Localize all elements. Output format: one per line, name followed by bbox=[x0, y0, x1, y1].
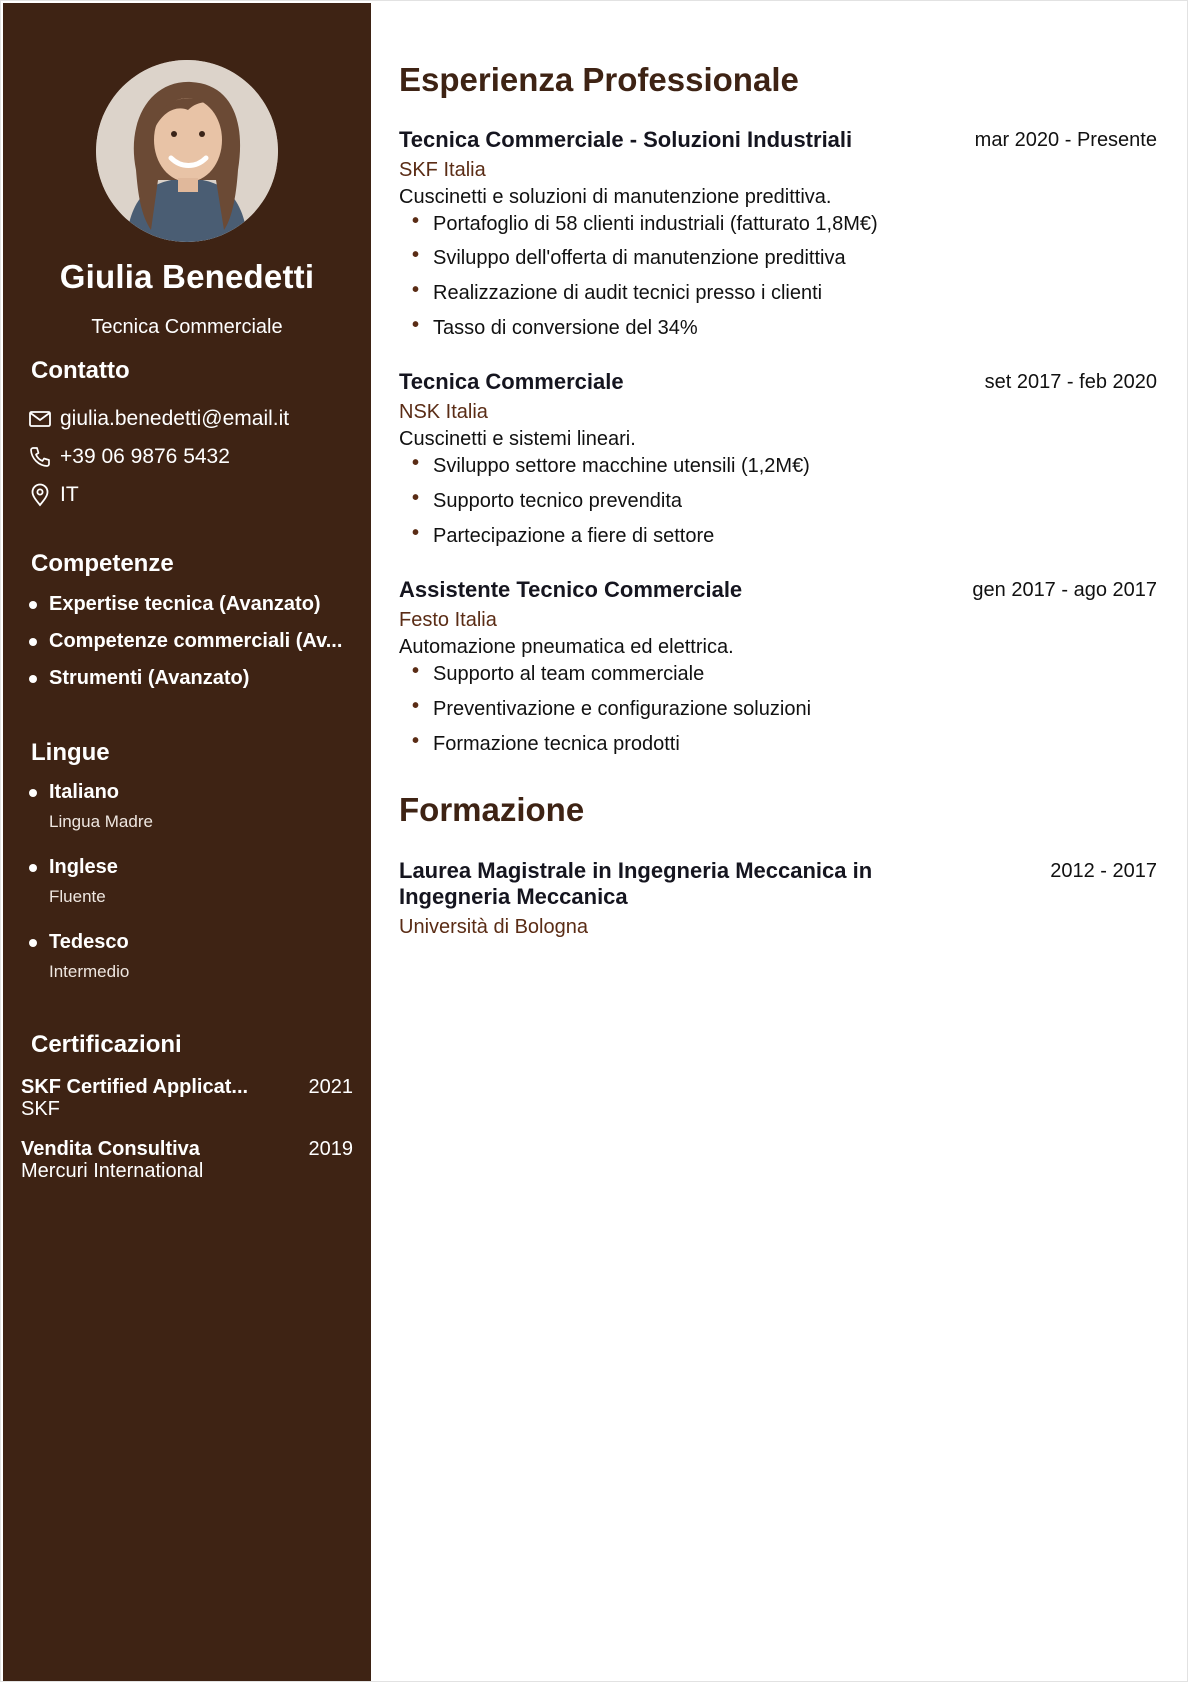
job-bullet: • Sviluppo dell'offerta di manutenzione predittiva bbox=[412, 244, 846, 269]
job-bullet-text: Supporto al team commerciale bbox=[433, 663, 705, 685]
contact-phone[interactable] bbox=[28, 444, 230, 470]
language-name: Inglese bbox=[49, 856, 118, 878]
education-degree: Laurea Magistrale in Ingegneria Meccanica in Ingegneria Meccanica bbox=[399, 858, 873, 909]
bullet-dot bbox=[29, 939, 37, 947]
envelope-icon bbox=[28, 407, 52, 431]
job-title: Assistente Tecnico Commerciale bbox=[399, 577, 743, 602]
language-name: Italiano bbox=[49, 781, 120, 803]
avatar bbox=[96, 60, 278, 242]
job-company: Festo Italia bbox=[399, 609, 497, 631]
certifications-heading: Certificazioni bbox=[31, 1031, 182, 1058]
contact-location bbox=[28, 482, 79, 508]
skill-label: Competenze commerciali (Av... bbox=[49, 630, 343, 652]
sidebar bbox=[3, 3, 371, 1681]
job-bullet-text: Sviluppo settore macchine utensili (1,2M€) bbox=[433, 455, 810, 477]
bullet-dot bbox=[29, 601, 37, 609]
language-level: Intermedio bbox=[49, 962, 130, 981]
contact-email[interactable] bbox=[28, 406, 289, 432]
job-date: mar 2020 - Presente bbox=[974, 129, 1157, 151]
job-bullet-text: Partecipazione a fiere di settore bbox=[433, 525, 715, 547]
job-bullet: • Portafoglio di 58 clienti industriali (fatturato 1,8M€) bbox=[412, 210, 878, 235]
job-company: NSK Italia bbox=[399, 401, 488, 423]
cert-name: Vendita Consultiva bbox=[21, 1138, 200, 1160]
job-bullet-text: Supporto tecnico prevendita bbox=[433, 490, 683, 512]
education-school: Università di Bologna bbox=[399, 916, 588, 938]
cert-org: SKF bbox=[21, 1098, 60, 1120]
job-bullet-text: Formazione tecnica prodotti bbox=[433, 733, 680, 755]
job-date: set 2017 - feb 2020 bbox=[984, 371, 1157, 393]
job-date: gen 2017 - ago 2017 bbox=[972, 579, 1157, 601]
bullet-dot bbox=[29, 675, 37, 683]
email-text: giulia.benedetti@email.it bbox=[60, 407, 290, 430]
job-bullet: • Partecipazione a fiere di settore bbox=[412, 522, 715, 547]
phone-icon bbox=[28, 445, 52, 469]
language-item bbox=[29, 931, 129, 954]
cert-year: 2021 bbox=[308, 1076, 353, 1098]
job-bullet: • Realizzazione di audit tecnici presso i clienti bbox=[412, 279, 823, 304]
job-bullet-text: Realizzazione di audit tecnici presso i clienti bbox=[433, 282, 823, 304]
phone-text: +39 06 9876 5432 bbox=[60, 445, 230, 468]
cert-name: SKF Certified Applicat... bbox=[21, 1076, 249, 1098]
cert-year: 2019 bbox=[308, 1138, 353, 1160]
language-item bbox=[29, 781, 119, 804]
job-bullet-text: Preventivazione e configurazione soluzioni bbox=[433, 698, 812, 720]
job-bullet-text: Tasso di conversione del 34% bbox=[433, 317, 698, 339]
contact-heading: Contatto bbox=[31, 357, 130, 384]
job-bullet-text: Portafoglio di 58 clienti industriali (fatturato 1,8M€) bbox=[433, 213, 878, 235]
education-heading: Formazione bbox=[399, 791, 585, 828]
job-bullet: • Supporto al team commerciale bbox=[412, 660, 705, 685]
location-text: IT bbox=[60, 483, 79, 506]
job-bullet: • Tasso di conversione del 34% bbox=[412, 314, 698, 339]
job-title: Tecnica Commerciale - Soluzioni Industriali bbox=[399, 127, 853, 152]
candidate-role: Tecnica Commerciale bbox=[91, 316, 283, 338]
languages-heading: Lingue bbox=[31, 739, 110, 766]
job-company: SKF Italia bbox=[399, 159, 486, 181]
job-bullet: • Formazione tecnica prodotti bbox=[412, 730, 680, 755]
bullet-dot bbox=[29, 638, 37, 646]
avatar-photo bbox=[96, 60, 278, 242]
skill-item bbox=[29, 593, 321, 616]
job-description: Cuscinetti e soluzioni di manutenzione predittiva. bbox=[399, 186, 832, 208]
job-description: Automazione pneumatica ed elettrica. bbox=[399, 636, 734, 658]
cert-org: Mercuri International bbox=[21, 1160, 204, 1182]
job-description: Cuscinetti e sistemi lineari. bbox=[399, 428, 636, 450]
language-item bbox=[29, 856, 118, 879]
language-name: Tedesco bbox=[49, 931, 129, 953]
bullet-dot bbox=[29, 789, 37, 797]
job-bullet: • Supporto tecnico prevendita bbox=[412, 487, 683, 512]
language-level: Lingua Madre bbox=[49, 812, 153, 831]
job-bullet: • Sviluppo settore macchine utensili (1,2M€) bbox=[412, 452, 810, 477]
experience-heading: Esperienza Professionale bbox=[399, 61, 799, 98]
bullet-dot bbox=[29, 864, 37, 872]
skill-label: Expertise tecnica (Avanzato) bbox=[49, 593, 321, 615]
skill-label: Strumenti (Avanzato) bbox=[49, 667, 250, 689]
job-bullet-text: Sviluppo dell'offerta di manutenzione predittiva bbox=[433, 247, 846, 269]
map-pin-icon bbox=[28, 483, 52, 507]
language-level: Fluente bbox=[49, 887, 106, 906]
job-title: Tecnica Commerciale bbox=[399, 369, 624, 394]
skill-item bbox=[29, 667, 249, 690]
job-bullet: • Preventivazione e configurazione soluzioni bbox=[412, 695, 812, 720]
skills-heading: Competenze bbox=[31, 550, 174, 577]
candidate-name: Giulia Benedetti bbox=[59, 258, 315, 295]
skill-item bbox=[29, 630, 342, 653]
education-date: 2012 - 2017 bbox=[1050, 860, 1157, 882]
